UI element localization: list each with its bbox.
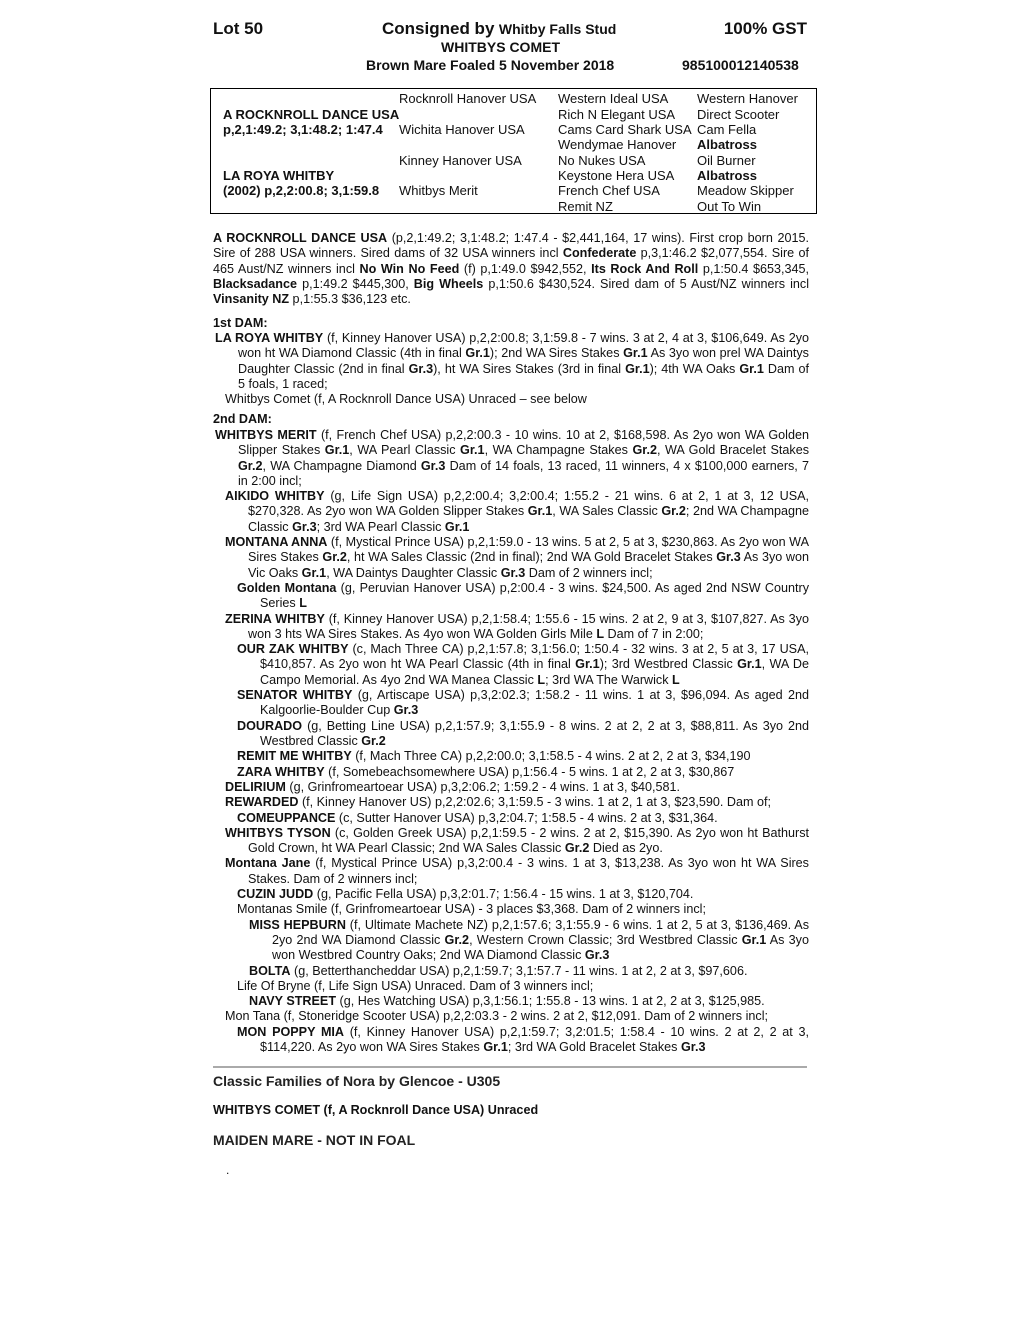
- text: p,3,1:46.2 $2,077,554. Sire of 465 Aust/NZ winners incl: [213, 246, 809, 276]
- text: (g, Pacific Fella USA) p,3,2:01.7; 1:56.4 - 15 wins. 1 at 3, $120,704.: [313, 887, 694, 901]
- horse-name: WHITBYS COMET: [441, 39, 560, 55]
- produce-entry: [237, 719, 809, 750]
- bold-text: Gr.2: [564, 841, 590, 856]
- text: ; 2nd WA Champagne Classic: [248, 504, 809, 534]
- produce-entry: [225, 489, 809, 535]
- bold-text: WHITBYS TYSON: [225, 825, 331, 840]
- bold-text: ZERINA WHITBY: [225, 611, 325, 626]
- pedigree-gen2: Whitbys Merit: [399, 183, 478, 198]
- produce-entry: [249, 994, 809, 1009]
- pedigree-gen3: Western Ideal USA: [558, 91, 669, 106]
- bold-text: REMIT ME WHITBY: [237, 749, 352, 764]
- text: (c, Golden Greek USA) p,2,1:59.5 - 2 wins. 2 at 2, $15,390. As 2yo won ht Bathurst Gold Crown, ht WA Pearl Classic; 2nd WA Sales Classic: [248, 825, 809, 856]
- produce-entry: [225, 535, 809, 581]
- consigned-by: [382, 19, 616, 39]
- bold-text: BOLTA: [249, 963, 291, 978]
- bold-text: A ROCKNROLL DANCE USA: [213, 231, 388, 245]
- bold-text: Gr.2: [322, 550, 347, 565]
- text: (f, Mystical Prince USA) p,2,1:59.0 - 13 wins. 5 at 2, 5 at 3, $230,863. As 2yo won WA Sires Stakes: [248, 535, 809, 565]
- text: , WA Champagne Stakes: [484, 443, 633, 458]
- text: ; 3rd WA The Warwick: [545, 672, 673, 687]
- text: (g, Hes Watching USA) p,3,1:56.1; 1:55.8 - 13 wins. 1 at 2, 2 at 3, $125,985.: [336, 994, 765, 1009]
- text: ), ht WA Sires Stakes (3rd in final: [433, 361, 626, 376]
- produce-entry: [225, 795, 809, 810]
- consigned-label: Consigned by: [382, 19, 495, 38]
- bold-text: Confederate: [562, 246, 637, 261]
- bold-text: Gr.1: [444, 519, 470, 534]
- pedigree-table: [210, 88, 817, 214]
- bold-text: COMEUPPANCE: [237, 810, 336, 825]
- pedigree-gen4: Oil Burner: [697, 153, 756, 168]
- divider: [213, 1066, 807, 1068]
- text: , WA Daintys Daughter Classic: [326, 565, 501, 580]
- bold-text: Gr.1: [575, 657, 600, 672]
- bold-text: ZARA WHITBY: [237, 764, 325, 779]
- text: p,1:50.6 $430,524. Sired dam of 5 Aust/NZ winners incl: [483, 276, 809, 291]
- produce-summary: WHITBYS COMET (f, A Rocknroll Dance USA) Unraced: [213, 1103, 539, 1117]
- bold-text: Gr.3: [680, 1039, 706, 1054]
- text: Dam of 7 in 2:00;: [604, 626, 704, 641]
- bold-text: Gr.2: [238, 458, 263, 473]
- text: ); 4th WA Oaks: [649, 361, 740, 376]
- produce-entry: [237, 581, 809, 612]
- text: ; 3rd WA Pearl Classic: [316, 519, 445, 534]
- text: (f, Somebeachsomewhere USA) p,1:56.4 - 5 wins. 1 at 2, 2 at 3, $30,867: [324, 764, 735, 779]
- text: (g, Betting Line USA) p,2,1:57.9; 3,1:55.9 - 8 wins. 2 at 2, 2 at 3, $88,811. As 3yo 2nd Westbred Classic: [260, 718, 809, 748]
- bold-text: Gr.2: [632, 443, 657, 458]
- pedigree-gen3: Remit NZ: [558, 199, 613, 214]
- produce-entry: [215, 428, 809, 489]
- bold-text: SENATOR WHITBY: [237, 688, 353, 703]
- first-dam-heading: 1st DAM:: [213, 316, 268, 330]
- bold-text: REWARDED: [225, 795, 299, 810]
- produce-entry: [249, 964, 809, 979]
- text: Died as 2yo.: [589, 841, 663, 856]
- text: , WA Sales Classic: [552, 504, 662, 519]
- text: Dam of 2 winners incl;: [525, 565, 653, 580]
- pedigree-gen3: French Chef USA: [558, 183, 660, 198]
- bold-text: L: [537, 672, 546, 687]
- produce-entry: [237, 1025, 809, 1056]
- bold-text: Gr.2: [444, 932, 470, 947]
- text: Whitbys Comet (f, A Rocknroll Dance USA) Unraced – see below: [225, 392, 587, 407]
- produce-entry: [225, 392, 809, 407]
- pedigree-gen2: Kinney Hanover USA: [399, 153, 522, 168]
- bold-text: Gr.3: [408, 361, 434, 376]
- text: (c, Sutter Hanover USA) p,3,2:04.7; 1:58.5 - 4 wins. 2 at 3, $31,364.: [335, 810, 718, 825]
- text: Mon Tana (f, Stoneridge Scooter USA) p,2,2:03.3 - 2 wins. 2 at 2, $12,091. Dam of 2 winners incl;: [225, 1009, 768, 1024]
- bold-text: MONTANA ANNA: [225, 535, 328, 550]
- bold-text: Golden Montana: [237, 581, 337, 595]
- text: (f, Kinney Hanover USA) p,2,2:00.8; 3,1:59.8 - 7 wins. 3 at 2, 4 at 3, $106,649. As 2yo won ht WA Diamond Classic (4th in final: [238, 331, 810, 361]
- pedigree-gen2: Wichita Hanover USA: [399, 122, 525, 137]
- pedigree-dam: LA ROYA WHITBY: [223, 168, 335, 183]
- pedigree-sire: A ROCKNROLL DANCE USA: [223, 107, 400, 122]
- bold-text: Gr.1: [460, 443, 485, 458]
- text: ; 3rd WA Gold Bracelet Stakes: [507, 1039, 681, 1054]
- text: , WA De Campo Memorial. As 4yo 2nd WA Manea Classic: [260, 657, 809, 687]
- text: Dam of 14 foals, 13 raced, 11 winners, 4 x $100,000 earners, 7 in 2:00 incl;: [238, 458, 809, 488]
- bold-text: Gr.1: [527, 504, 553, 519]
- text: (c, Mach Three CA) p,2,1:57.8; 3,1:56.0; 1:50.4 - 32 wins. 3 at 2, 5 at 3, 17 USA, $410,857. As 2yo won ht WA Pearl Classic (4th in final: [260, 642, 809, 672]
- bold-text: AIKIDO WHITBY: [225, 489, 325, 504]
- text: (g, Peruvian Hanover USA) p,2:00.4 - 3 wins. $24,500. As aged 2nd NSW Country Series: [260, 581, 809, 611]
- text: , WA Pearl Classic: [349, 443, 461, 458]
- text: As 3yo won prel WA Daintys Daughter Classic (2nd in final: [238, 346, 809, 376]
- text: , WA Gold Bracelet Stakes: [656, 443, 810, 458]
- produce-entry: [249, 918, 809, 964]
- pedigree-gen4: Direct Scooter: [697, 107, 780, 122]
- text: ); 3rd Westbred Classic: [599, 657, 738, 672]
- gst-label: 100% GST: [723, 19, 807, 38]
- pedigree-gen4: Albatross: [697, 168, 757, 183]
- produce-entry: [237, 765, 809, 780]
- text: p,1:55.3 $36,123 etc.: [289, 292, 411, 307]
- text: (g, Betterthancheddar USA) p,2,1:59.7; 3,1:57.7 - 11 wins. 1 at 2, 2 at 3, $97,606.: [290, 963, 748, 978]
- bold-text: MISS HEPBURN: [249, 917, 346, 932]
- bold-text: Gr.2: [361, 733, 386, 748]
- text: (f, Ultimate Machete NZ) p,2,1:57.6; 3,1:55.9 - 6 wins. 1 at 2, 5 at 3, $136,469. As 2yo 2nd WA Diamond Classic: [272, 917, 810, 947]
- pedigree-gen4: Out To Win: [697, 199, 762, 214]
- bold-text: Gr.1: [741, 932, 767, 947]
- text: (f, Mystical Prince USA) p,3,2:00.4 - 3 wins. 1 at 3, $13,238. As 3yo won ht WA Sires Stakes. Dam of 2 winners incl;: [248, 856, 809, 886]
- text: (f, Mach Three CA) p,2,2:00.0; 3,1:58.5 - 4 wins. 2 at 2, 2 at 3, $34,190: [351, 749, 751, 764]
- pedigree-gen3: Rich N Elegant USA: [558, 107, 676, 122]
- produce-entry: [237, 887, 809, 902]
- bold-text: Gr.1: [465, 346, 490, 361]
- produce-entry: [225, 856, 809, 887]
- family-heading: Classic Families of Nora by Glencoe - U305: [213, 1073, 501, 1089]
- bold-text: Gr.1: [623, 346, 648, 361]
- produce-entry: [237, 642, 809, 688]
- bold-text: CUZIN JUDD: [237, 887, 314, 901]
- pedigree-gen3: Cams Card Shark USA: [558, 122, 692, 137]
- bold-text: Big Wheels: [413, 276, 484, 291]
- text: (f, Kinney Hanover USA) p,2,1:59.7; 3,2:01.5; 1:58.4 - 10 wins. 2 at 2, 2 at 3, $114,220. As 2yo won WA Sires Stakes: [260, 1024, 809, 1054]
- bold-text: Montana Jane: [225, 856, 311, 871]
- pedigree-gen4: Meadow Skipper: [697, 183, 794, 198]
- horse-description: Brown Mare Foaled 5 November 2018: [366, 57, 615, 73]
- bold-text: OUR ZAK WHITBY: [237, 642, 349, 657]
- produce-entry: [237, 902, 809, 917]
- text: ); 2nd WA Sires Stakes: [489, 346, 624, 361]
- bold-text: Its Rock And Roll: [591, 261, 699, 276]
- produce-entry: [237, 979, 809, 994]
- bold-text: Gr.3: [716, 550, 741, 565]
- pedigree-gen4: Albatross: [697, 137, 757, 152]
- sire-paragraph: [213, 231, 809, 307]
- bold-text: Gr.3: [584, 948, 610, 963]
- bold-text: NAVY STREET: [249, 994, 337, 1009]
- stray-dot: .: [226, 1163, 230, 1177]
- bold-text: L: [596, 626, 605, 641]
- pedigree-dam-record: (2002) p,2,2:00.8; 3,1:59.8: [223, 183, 380, 198]
- lot-number: Lot 50: [213, 19, 264, 38]
- bold-text: Gr.1: [301, 565, 327, 580]
- text: p,1:50.4 $653,345,: [698, 261, 809, 276]
- bold-text: WHITBYS MERIT: [215, 428, 317, 442]
- pedigree-gen3: Wendymae Hanover: [558, 137, 677, 152]
- text: Montanas Smile (f, Grinfromeartoear USA) - 3 places $3,368. Dam of 2 winners incl;: [237, 902, 706, 917]
- text: As 3yo won Westbred Country Oaks; 2nd WA Diamond Classic: [272, 932, 809, 963]
- produce-entry: [215, 331, 809, 392]
- bold-text: Gr.1: [483, 1039, 508, 1054]
- produce-entry: [225, 612, 809, 643]
- produce-entry: [225, 1009, 809, 1024]
- produce-entry: [237, 811, 809, 826]
- consignor-name: Whitby Falls Stud: [498, 21, 617, 37]
- bold-text: L: [299, 596, 307, 611]
- bold-text: LA ROYA WHITBY: [215, 331, 324, 345]
- text: (g, Grinfromeartoear USA) p,3,2:06.2; 1:59.2 - 4 wins. 1 at 3, $40,581.: [285, 779, 680, 794]
- text: Dam of 5 foals, 1 raced;: [238, 361, 810, 391]
- produce-entry: [225, 826, 809, 857]
- bold-text: MON POPPY MIA: [237, 1024, 345, 1039]
- bold-text: Gr.3: [292, 519, 317, 534]
- bold-text: Blacksadance: [213, 276, 298, 291]
- bold-text: Gr.3: [393, 703, 419, 718]
- microchip-number: 985100012140538: [682, 57, 799, 73]
- text: p,1:49.2 $445,300,: [297, 276, 414, 291]
- text: (f) p,1:49.0 $942,552,: [459, 261, 592, 276]
- text: (g, Life Sign USA) p,2,2:00.4; 3,2:00.4; 1:55.2 - 21 wins. 6 at 2, 1 at 3, 12 USA, $270,328. As 2yo won WA Golden Slipper Stakes: [248, 489, 809, 519]
- bold-text: Gr.1: [739, 361, 764, 376]
- pedigree-sire-record: p,2,1:49.2; 3,1:48.2; 1:47.4: [223, 122, 383, 137]
- bold-text: L: [672, 672, 680, 687]
- produce-entry: [237, 749, 809, 764]
- text: , ht WA Sales Classic (2nd in final); 2nd WA Gold Bracelet Stakes: [346, 550, 717, 565]
- text: As 3yo won Vic Oaks: [248, 550, 809, 580]
- bold-text: Gr.3: [420, 458, 446, 473]
- bold-text: DELIRIUM: [225, 779, 286, 794]
- pedigree-gen4: Western Hanover: [697, 91, 798, 106]
- text: (f, French Chef USA) p,2,2:00.3 - 10 wins. 10 at 2, $168,598. As 2yo won WA Golden Slipper Stakes: [238, 428, 809, 458]
- bold-text: Gr.1: [737, 657, 762, 672]
- produce-entry: [225, 780, 809, 795]
- bold-text: Gr.3: [500, 565, 526, 580]
- bold-text: Gr.1: [625, 361, 650, 376]
- text: (g, Artiscape USA) p,3,2:02.3; 1:58.2 - 11 wins. 1 at 3, $96,094. As aged 2nd Kalgoorlie-Boulder Cup: [260, 688, 809, 718]
- text: , Western Crown Classic; 3rd Westbred Classic: [469, 932, 742, 947]
- bold-text: DOURADO: [237, 718, 303, 733]
- bold-text: Gr.2: [661, 504, 686, 519]
- produce-entry: [237, 688, 809, 719]
- foaling-status: MAIDEN MARE - NOT IN FOAL: [213, 1132, 416, 1148]
- second-dam-heading: 2nd DAM:: [213, 412, 272, 426]
- pedigree-gen3: Keystone Hera USA: [558, 168, 675, 183]
- text: , WA Champagne Diamond: [262, 458, 421, 473]
- text: (f, Kinney Hanover USA) p,2,1:58.4; 1:55.6 - 15 wins. 2 at 2, 9 at 3, $107,827. As 3yo won 3 hts WA Sires Stakes. As 4yo won WA Golden Girls Mile: [248, 611, 809, 641]
- pedigree-gen2: Rocknroll Hanover USA: [399, 91, 537, 106]
- text: (f, Kinney Hanover US) p,2,2:02.6; 3,1:59.5 - 3 wins. 1 at 2, 1 at 3, $23,590. Dam of;: [298, 795, 771, 810]
- text: (p,2,1:49.2; 3,1:48.2; 1:47.4 - $2,441,164, 17 wins). First crop born 2015. Sire of 288 USA winners. Sired dams of 32 USA winners incl: [213, 231, 809, 261]
- bold-text: Vinsanity NZ: [213, 292, 290, 307]
- bold-text: Gr.1: [324, 443, 350, 458]
- pedigree-gen3: No Nukes USA: [558, 153, 646, 168]
- bold-text: No Win No Feed: [359, 261, 460, 276]
- text: Life Of Bryne (f, Life Sign USA) Unraced. Dam of 3 winners incl;: [237, 978, 594, 993]
- pedigree-gen4: Cam Fella: [697, 122, 757, 137]
